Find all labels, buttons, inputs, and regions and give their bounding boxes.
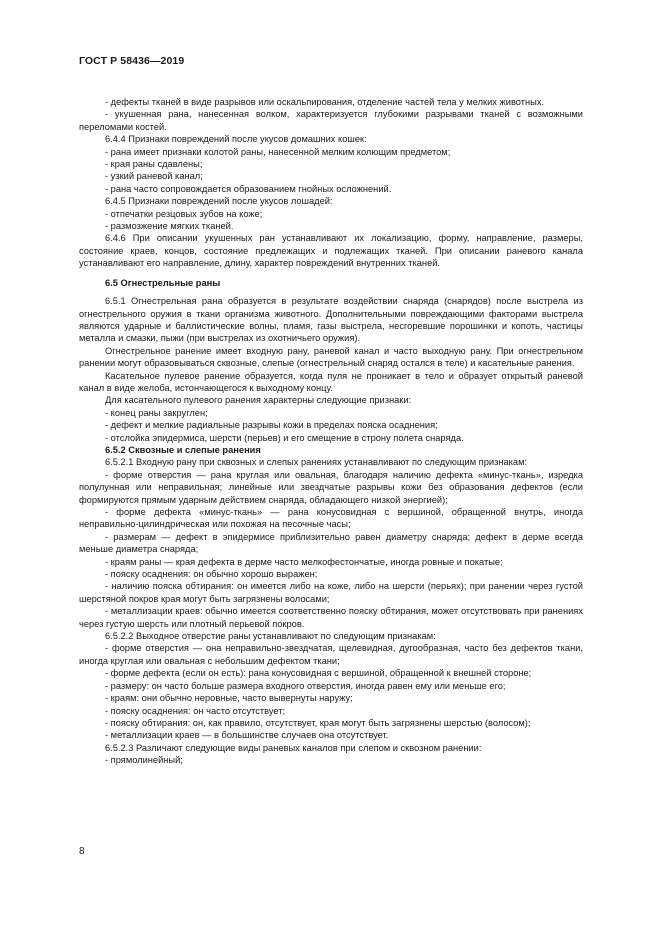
paragraph: - рана часто сопровождается образованием гнойных осложнений. [105,183,392,194]
paragraph: 6.4.4 Признаки повреждений после укусов домашних кошек: [105,134,367,145]
paragraph: - дефект и мелкие радиальные разрывы кожи в пределах пояска осаднения; [105,420,438,431]
paragraph: - наличию пояска обтирания: он имеется либо на коже, либо на шерсти (перьях); при ранении через густой шерстяной покров края могут быть загрязнены волосами; [79,581,583,604]
paragraph: Огнестрельное ранение имеет входную рану, раневой канал и часто выходную рану. При огнестрельном ранении могут образовываться сквозные, слепые (огнестрельный снаряд остался в теле) и касательные ранения. [79,345,583,369]
paragraph: - размозжение мягких тканей. [105,221,234,232]
paragraph: Касательное пулевое ранение образуется, когда пуля не проникает в тело и образует открытый раневой канал в виде желоба, истончающегося к выходному концу. [79,370,583,393]
paragraph: - форме дефекта (если он есть): рана конусовидная с вершиной, обращенной к внешней стороне; [105,668,532,679]
paragraph: - краям: они обычно неровные, часто вывернуты наружу; [105,693,353,704]
paragraph: - рана имеет признаки колотой раны, нанесенной мелким колющим предметом; [105,146,451,157]
paragraph: - металлизации краев — в большинстве случаев она отсутствует. [105,730,389,741]
paragraph: Для касательного пулевого ранения характерны следующие признаки: [105,395,412,406]
paragraph: - прямолинейный; [105,755,183,766]
paragraph: - узкий раневой канал; [105,171,203,182]
paragraph: - укушенная рана, нанесенная волком, характеризуется глубокими разрывами тканей с возможными переломами костей. [79,109,583,132]
paragraph: - пояску обтирания: он, как правило, отсутствует, края могут быть загрязнены шерстью (волосом); [105,717,531,728]
paragraph: 6.4.5 Признаки повреждений после укусов лошадей: [105,196,333,207]
paragraph: - форме отверстия — рана круглая или овальная, благодаря наличию дефекта «минус-ткань», изредка полулунная или неправильная; линейные или звездчатые разрывы кожи без образования дефектов (если формируются прямым ударным действием снаряда, обладающего низкой энергией); [79,469,583,505]
paragraph: - размеру: он часто больше размера входного отверстия, иногда равен ему или меньше его; [105,680,506,691]
paragraph: 6.5.1 Огнестрельная рана образуется в результате воздействии снаряда (снарядов) после выстрела из огнестрельного оружия в ткани организма животного. Дополнительными повреждающими факторами выстрела являются ударные и баллистические волны, пламя, газы выстрела, несгоревшие порошинки и копоть, частицы металла и смазки, пыжи (при выстрелах из охотничьего оружия). [79,296,583,344]
paragraph: - форме дефекта «минус-ткань» — рана конусовидная с вершиной, обращенной внутрь, иногда неправильно-цилиндрическая или похожая на песочные часы; [79,507,583,530]
paragraph: - конец раны закруглен; [105,407,208,418]
paragraph: - форме отверстия — она неправильно-звездчатая, щелевидная, дугообразная, часто без дефектов ткани, иногда круглая или овальная с небольшим дефектом ткани; [79,643,583,666]
paragraph: - отслойка эпидермиса, шерсти (перьев) и его смещение в строну полета снаряда. [105,432,464,443]
document-body [79,96,583,767]
paragraph: 6.4.6 При описании укушенных ран устанавливают их локализацию, форму, направление, размеры, состояние краев, концов, состояние предлежащих и подлежащих тканей. При описании раневого канала устанавливают его направление, длину, характер повреждений внутренних тканей. [79,233,583,269]
paragraph: - размерам — дефект в эпидермисе приблизительно равен диаметру снаряда; дефект в дерме всегда меньше диаметра снаряда; [79,531,583,555]
paragraph: 6.5.2.3 Различают следующие виды раневых каналов при слепом и сквозном ранении: [105,742,482,753]
document-header: ГОСТ Р 58436—2019 [79,55,185,67]
paragraph: 6.5.2.1 Входную рану при сквозных и слепых ранениях устанавливают по следующим признакам: [105,457,528,468]
paragraph: - края раны сдавлены; [105,159,203,170]
paragraph: - краям раны — края дефекта в дерме часто мелкофестончатые, иногда ровные и покатые; [105,556,503,567]
section-heading: 6.5.2 Сквозные и слепые ранения [105,444,261,455]
paragraph: - пояску осаднения: он часто отсутствует; [105,705,286,716]
paragraph: - дефекты тканей в виде разрывов или оскальпирования, отделение частей тела у мелких животных. [105,97,545,107]
page-number: 8 [79,846,85,857]
section-heading: 6.5 Огнестрельные раны [105,277,221,288]
paragraph: - металлизации краев: обычно имеется соответственно пояску обтирания, может отсутствовать при ранениях через густую шерсть или плотный перьевой покров. [79,606,583,629]
paragraph: 6.5.2.2 Выходное отверстие раны устанавливают по следующим признакам: [105,631,436,642]
paragraph: - пояску осаднения: он обычно хорошо выражен; [105,569,318,580]
paragraph: - отпечатки резцовых зубов на коже; [105,208,263,219]
